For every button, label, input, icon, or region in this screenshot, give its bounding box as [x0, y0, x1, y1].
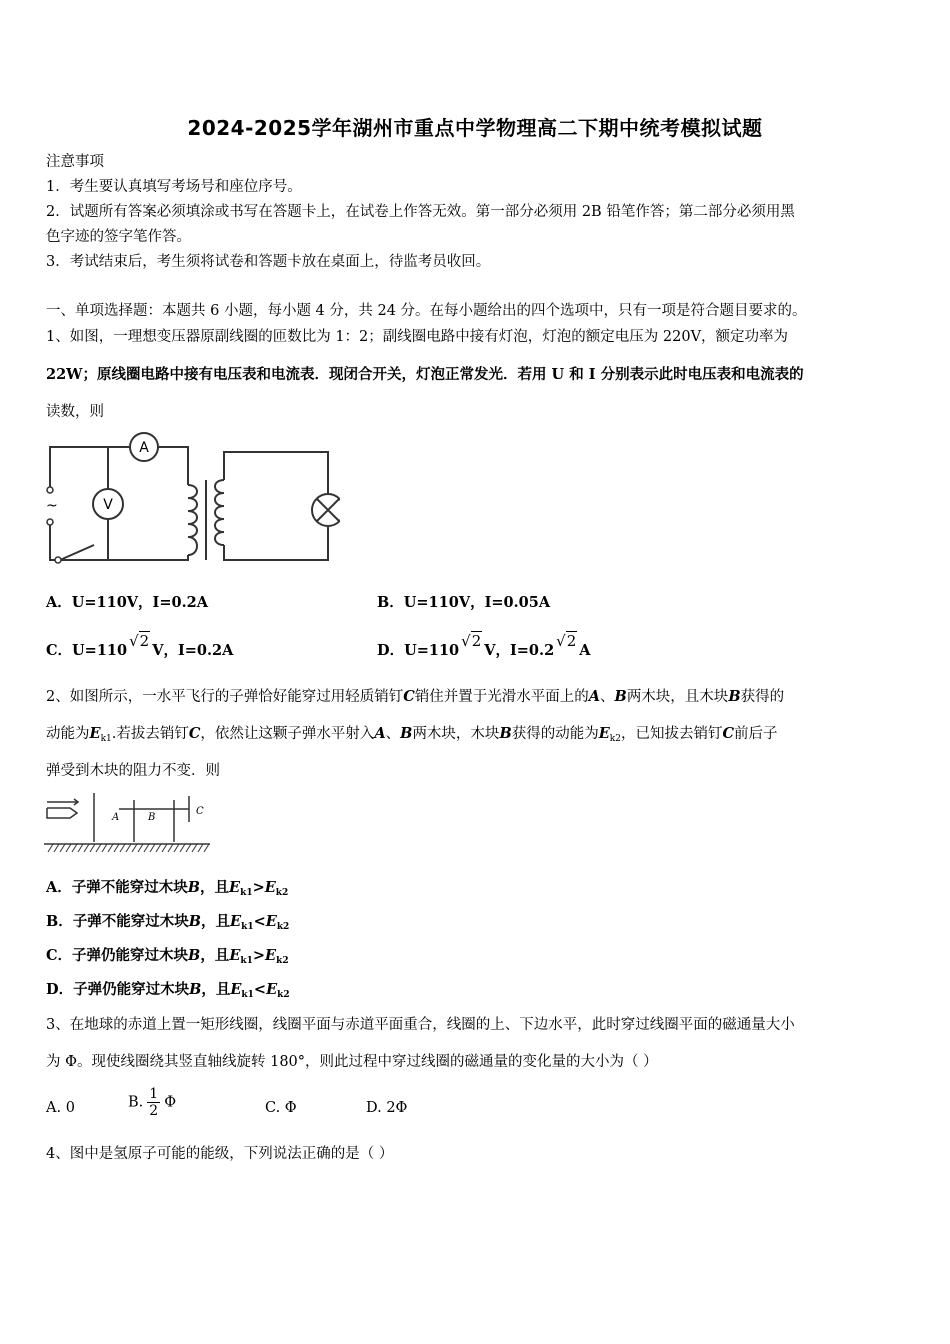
q2-subscript: k1	[241, 990, 254, 1000]
section-heading: 一、单项选择题：本题共 6 小题，每小题 4 分，共 24 分。在每小题给出的四个选项中，只有一项是符合题目要求的。	[46, 303, 807, 319]
q2-option-text: D．子弹仍能穿过木块	[46, 981, 190, 998]
q2-text	[46, 724, 778, 749]
q3-option-text: Φ	[164, 1094, 177, 1111]
notice-item: 3．考试结束后，考生须将试卷和答题卡放在桌面上，待监考员收回。	[46, 254, 491, 270]
q1-option-d-text: V，I=0.2	[484, 642, 555, 659]
sqrt-symbol: √2	[556, 632, 577, 650]
fraction	[147, 1086, 160, 1119]
q1-option-d-text: D．U=110	[377, 642, 460, 659]
q2-text-seg: 、	[385, 726, 401, 742]
q1-option-c	[46, 632, 234, 661]
q2-text-seg: ，依然让这颗子弹水平射入	[200, 726, 375, 742]
q1-option-b: B．U=110V，I=0.05A	[377, 594, 551, 611]
block-a-label: A	[112, 812, 120, 823]
q2-option-text: ，且	[201, 981, 231, 998]
q2-var: C	[403, 688, 415, 705]
q2-text-seg: 获得的动能为	[511, 726, 599, 742]
q2-var: A	[588, 688, 601, 705]
bullet-blocks-figure	[44, 790, 214, 854]
block-b-label: B	[148, 812, 156, 823]
q2-var: E	[265, 947, 277, 964]
voltmeter-label: V	[103, 497, 113, 513]
notice-heading: 注意事项	[46, 154, 104, 170]
q2-text: 弹受到木块的阻力不变．则	[46, 763, 220, 779]
sqrt-arg: 2	[566, 632, 577, 650]
sqrt-symbol: √2	[129, 632, 150, 650]
q2-var: E	[266, 981, 278, 998]
q2-option-b	[46, 912, 289, 937]
q2-text-seg: ，已知拔去销钉	[620, 726, 723, 742]
q2-var: B	[728, 688, 741, 705]
q2-var: B	[188, 947, 201, 964]
q2-subscript: k2	[276, 956, 289, 966]
q2-var: C	[722, 725, 734, 742]
q2-subscript: k2	[277, 990, 290, 1000]
q2-relation: >	[252, 879, 265, 896]
q2-var: E	[598, 725, 610, 742]
q2-var: E	[229, 947, 241, 964]
sqrt-symbol: √2	[461, 632, 482, 650]
q2-option-d	[46, 980, 290, 1005]
q2-var: E	[230, 981, 242, 998]
q2-var: E	[264, 879, 276, 896]
q2-subscript: k1	[240, 888, 253, 898]
q2-relation: >	[252, 947, 266, 964]
q2-var: C	[188, 725, 201, 742]
q1-option-c-text: C．U=110	[46, 642, 128, 659]
q2-var: A	[374, 725, 386, 742]
q2-option-text: A．子弹不能穿过木块	[46, 879, 188, 896]
q2-text-seg: 2、如图所示，一水平飞行的子弹恰好能穿过用轻质销钉	[46, 689, 404, 705]
q2-option-text: B．子弹不能穿过木块	[46, 913, 189, 930]
fraction-denominator: 2	[149, 1103, 159, 1119]
q2-text-seg: 两木块，木块	[412, 726, 500, 742]
q3-option-d: D. 2Φ	[366, 1100, 408, 1116]
q1-option-c-text: V，I=0.2A	[152, 642, 234, 659]
q2-option-c	[46, 946, 289, 971]
q2-option-text: ，且	[201, 913, 231, 930]
q3-option-c: C. Φ	[265, 1100, 297, 1116]
q1-option-d-text: A	[579, 642, 591, 659]
q2-subscript: k2	[276, 922, 290, 932]
q2-var: E	[265, 913, 277, 930]
q2-subscript: k2	[609, 734, 621, 744]
q2-subscript: k1	[241, 922, 254, 932]
fraction-numerator: 1	[149, 1086, 159, 1102]
ac-source-symbol: ~	[46, 498, 58, 514]
q2-option-text: ，且	[200, 947, 230, 964]
q2-text-seg: 两木块，且木块	[626, 689, 729, 705]
q2-var: B	[499, 725, 512, 742]
q2-text-seg: 前后子	[734, 726, 778, 742]
q3-option-a: A. 0	[46, 1100, 75, 1116]
q4-text: 4、图中是氢原子可能的能级，下列说法正确的是（ ）	[46, 1146, 394, 1162]
q2-option-text: ，且	[200, 879, 230, 896]
q2-var: B	[400, 725, 413, 742]
q1-text: 22W；原线圈电路中接有电压表和电流表．现闭合开关，灯泡正常发光．若用 U 和 I 分别表示此时电压表和电流表的	[46, 366, 804, 383]
q1-option-d	[377, 632, 591, 661]
q2-var: B	[187, 879, 201, 896]
q2-var: E	[89, 725, 101, 742]
sqrt-arg: 2	[471, 632, 482, 650]
q3-option-text: B.	[128, 1094, 144, 1111]
q3-option-b	[128, 1086, 176, 1119]
q2-relation: <	[253, 981, 267, 998]
q2-option-a	[46, 878, 288, 903]
q2-text-seg: .若拔去销钉	[111, 726, 189, 742]
q2-var: B	[189, 981, 202, 998]
q1-text: 读数，则	[46, 404, 104, 420]
q2-relation: <	[253, 913, 266, 930]
q2-var: E	[230, 913, 242, 930]
q1-text: 1、如图，一理想变压器原副线圈的匝数比为 1：2；副线圈电路中接有灯泡，灯泡的额定电压为 220V，额定功率为	[46, 329, 789, 345]
q2-text-seg: 动能为	[46, 726, 90, 742]
q2-text-seg: 销住并置于光滑水平面上的	[414, 689, 589, 705]
page-title: 2024-2025学年湖州市重点中学物理高二下期中统考模拟试题	[187, 116, 763, 140]
ammeter-label: A	[139, 440, 149, 456]
q2-subscript: k2	[275, 888, 289, 898]
notice-item: 1．考生要认真填写考场号和座位序号。	[46, 179, 302, 195]
q2-var: B	[614, 688, 627, 705]
q3-text: 为 Φ。现使线圈绕其竖直轴线旋转 180°，则此过程中穿过线圈的磁通量的变化量的大小为（ ）	[46, 1054, 658, 1070]
q2-option-text: C．子弹仍能穿过木块	[46, 947, 189, 964]
q2-var: B	[188, 913, 202, 930]
q2-text	[46, 687, 784, 707]
q2-subscript: k1	[100, 734, 112, 744]
q3-text: 3、在地球的赤道上置一矩形线圈，线圈平面与赤道平面重合，线圈的上、下边水平，此时穿过线圈平面的磁通量大小	[46, 1017, 795, 1033]
q2-text-seg: 、	[600, 689, 615, 705]
pin-c-label: C	[196, 806, 204, 817]
transformer-circuit-figure	[40, 430, 340, 570]
q2-text-seg: 获得的	[740, 689, 785, 705]
sqrt-arg: 2	[139, 632, 150, 650]
q2-subscript: k1	[240, 956, 253, 966]
notice-item: 2．试题所有答案必须填涂或书写在答题卡上，在试卷上作答无效。第一部分必须用 2B 铅笔作答；第二部分必须用黑	[46, 204, 795, 220]
q1-option-a: A．U=110V，I=0.2A	[46, 594, 208, 611]
q2-var: E	[229, 879, 241, 896]
notice-item: 色字迹的签字笔作答。	[46, 229, 191, 245]
